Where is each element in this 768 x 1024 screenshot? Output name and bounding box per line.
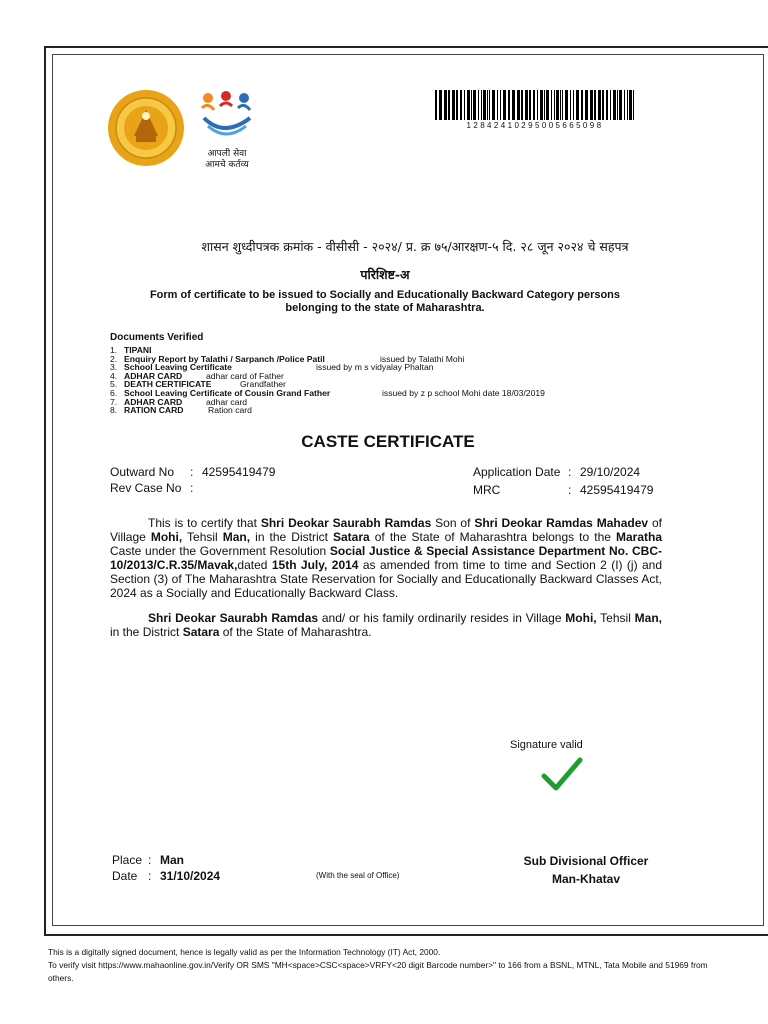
outward-no-value: 42595419479 bbox=[202, 465, 276, 479]
barcode-bar bbox=[576, 90, 579, 120]
barcode-bar bbox=[619, 90, 622, 120]
barcode-bar bbox=[537, 90, 538, 120]
mrc-colon: : bbox=[568, 483, 572, 497]
barcode-bar bbox=[606, 90, 608, 120]
logo-tagline-1: आपली सेवा bbox=[207, 149, 247, 159]
doc-detail: issued by Talathi Mohi bbox=[380, 353, 465, 364]
barcode-bar bbox=[467, 90, 470, 120]
officer-title: Sub Divisional Officer bbox=[523, 854, 649, 868]
place-colon: : bbox=[148, 853, 152, 867]
barcode-bar bbox=[585, 90, 588, 120]
barcode-bar bbox=[581, 90, 583, 120]
documents-heading: Documents Verified bbox=[110, 332, 204, 343]
barcode-bar bbox=[525, 90, 528, 120]
doc-detail: issued by m s vidyalay Phaltan bbox=[316, 362, 434, 373]
barcode-bar bbox=[602, 90, 604, 120]
doc-name: RATION CARD bbox=[124, 405, 184, 416]
date-value: 31/10/2024 bbox=[160, 869, 221, 883]
barcode-bar bbox=[481, 90, 482, 120]
applicant-name-2: Shri Deokar Saurabh Ramdas bbox=[148, 611, 319, 625]
doc-name: ADHAR CARD bbox=[124, 396, 183, 407]
signature-valid-label: Signature valid bbox=[510, 739, 583, 751]
barcode-bar bbox=[500, 90, 501, 120]
barcode-bar bbox=[444, 90, 447, 120]
gr-reference: शासन शुध्दीपत्रक क्रमांक - वीसीसी - २०२४/ प्र. क्र ७५/आरक्षण-५ दि. २८ जून २०२४ चे सहपत्र bbox=[201, 239, 629, 254]
barcode-bar bbox=[565, 90, 568, 120]
disclaimer-line1: This is a digitally signed document, hence is legally valid as per the Information Technology (IT) Act, 2000. bbox=[48, 947, 441, 957]
doc-name: Enquiry Report by Talathi / Sarpanch /Police Patil bbox=[124, 353, 325, 364]
father-name: Shri Deokar Ramdas Mahadev bbox=[474, 516, 649, 530]
barcode-bar bbox=[492, 90, 495, 120]
disclaimer-line2: To verify visit https://www.mahaonline.gov.in/Verify OR SMS "MH<space>CSC<space>VRFY<20 digit Barcode number>" to 166 from a BSNL, MTNL, Tata Mobile and 51969 from others. bbox=[48, 960, 708, 983]
barcode-bar bbox=[633, 90, 634, 120]
barcode-bar bbox=[627, 90, 628, 120]
barcode-number: 12842410295005665098 bbox=[466, 121, 604, 130]
application-date-label: Application Date bbox=[473, 465, 561, 479]
certificate-title: CASTE CERTIFICATE bbox=[301, 432, 475, 451]
doc-number: 7. bbox=[110, 396, 118, 407]
certificate-body-paragraph: This is to certify that Shri Deokar Saurabh Ramdas Son of Shri Deokar Ramdas Mahadev of Village Mohi, Tehsil Man, in the District Satara of the State of Maharashtra belongs to the Maratha Caste under the Government Resolution Social Justice & Special Assistance Department No. CBC-10/2013/C.R.35/Mavak,dated 15th July, 2014 as amended from time to time and Section 2 (I) (j) and Section (3) of The Maharashtra State Reservation for Socially and Educationally Backward Classes Act, 2024 as a Socially and Educationally Backward Class. bbox=[110, 516, 663, 600]
doc-name: ADHAR CARD bbox=[124, 370, 183, 381]
seal-note: (With the seal of Office) bbox=[316, 871, 400, 880]
barcode-bar bbox=[594, 90, 596, 120]
barcode-bar bbox=[546, 90, 549, 120]
barcode-bar bbox=[439, 90, 442, 120]
place-value: Man bbox=[160, 853, 184, 867]
outward-no-label: Outward No bbox=[110, 465, 175, 479]
barcode-bar bbox=[521, 90, 523, 120]
barcode-bar bbox=[624, 90, 625, 120]
residence-paragraph: Shri Deokar Saurabh Ramdas and/ or his family ordinarily resides in Village Mohi, Tehsil Man, in the District Satara of the State of Maharashtra. bbox=[110, 611, 662, 639]
barcode-bar bbox=[483, 90, 486, 120]
doc-detail: adhar card bbox=[206, 396, 248, 407]
barcode-bar bbox=[551, 90, 552, 120]
barcode-bar bbox=[508, 90, 510, 120]
form-title-line1: Form of certificate to be issued to Socially and Educationally Backward Category persons bbox=[149, 289, 621, 301]
barcode-bar bbox=[464, 90, 465, 120]
mrc-value: 42595419479 bbox=[580, 483, 654, 497]
doc-detail: Ration card bbox=[208, 405, 252, 416]
outward-no-colon: : bbox=[190, 465, 194, 479]
barcode-bar bbox=[512, 90, 515, 120]
resolution-date: 15th July, 2014 bbox=[271, 558, 359, 572]
barcode-bar bbox=[590, 90, 593, 120]
barcode-bar bbox=[487, 90, 488, 120]
barcode-bar bbox=[598, 90, 601, 120]
barcode-bar bbox=[448, 90, 450, 120]
caste: Maratha bbox=[615, 530, 662, 544]
applicant-name: Shri Deokar Saurabh Ramdas bbox=[260, 516, 432, 530]
barcode-bar bbox=[517, 90, 520, 120]
form-title bbox=[120, 289, 650, 315]
barcode-bar bbox=[456, 90, 458, 120]
barcode-bar bbox=[503, 90, 506, 120]
barcode-bar bbox=[556, 90, 559, 120]
doc-number: 2. bbox=[110, 353, 118, 364]
aaple-sarkar-logo bbox=[194, 88, 260, 174]
disclaimer bbox=[48, 946, 728, 985]
doc-detail: Grandfather bbox=[240, 379, 286, 390]
doc-number: 1. bbox=[110, 345, 118, 355]
barcode-bar bbox=[544, 90, 545, 120]
documents-list bbox=[110, 346, 670, 415]
barcode-bar bbox=[471, 90, 472, 120]
doc-name: School Leaving Certificate bbox=[124, 362, 232, 373]
barcode-bar bbox=[613, 90, 616, 120]
list-item bbox=[110, 389, 670, 398]
doc-number: 4. bbox=[110, 370, 118, 381]
doc-name: School Leaving Certificate of Cousin Grand Father bbox=[124, 387, 331, 398]
government-resolution: Social Justice & Special Assistance Department No. CBC-10/2013/C.R.35/Mavak, bbox=[110, 544, 662, 572]
barcode-bar bbox=[533, 90, 535, 120]
barcode-bar bbox=[489, 90, 490, 120]
logo-tagline-2: आमचे कर्तव्य bbox=[205, 160, 249, 170]
doc-detail: adhar card of Father bbox=[206, 370, 284, 381]
application-date-colon: : bbox=[568, 465, 572, 479]
officer-office: Man-Khatav bbox=[551, 872, 620, 886]
signing-officer bbox=[508, 852, 664, 888]
district: Satara bbox=[333, 530, 370, 544]
barcode-bar bbox=[435, 90, 437, 120]
doc-name: DEATH CERTIFICATE bbox=[124, 379, 212, 390]
application-date-value: 29/10/2024 bbox=[580, 465, 641, 479]
doc-name: TIPANI bbox=[124, 345, 152, 355]
rev-case-colon: : bbox=[190, 481, 194, 495]
barcode-bar bbox=[497, 90, 498, 120]
barcode-bar bbox=[554, 90, 555, 120]
barcode-bar bbox=[529, 90, 531, 120]
doc-number: 3. bbox=[110, 362, 118, 373]
barcode-bar bbox=[629, 90, 632, 120]
barcode-bar bbox=[460, 90, 462, 120]
doc-detail: issued by z p school Mohi date 18/03/2019 bbox=[382, 387, 545, 398]
form-title-line2: belonging to the state of Maharashtra. bbox=[285, 302, 485, 314]
mrc-label: MRC bbox=[473, 483, 501, 497]
list-item bbox=[110, 398, 670, 407]
barcode-bar bbox=[560, 90, 561, 120]
barcode-bar bbox=[540, 90, 543, 120]
date-label: Date bbox=[112, 869, 138, 883]
barcode-bar bbox=[610, 90, 611, 120]
annexure-title: परिशिष्ट-अ bbox=[360, 267, 410, 282]
list-item bbox=[110, 363, 670, 372]
barcode-bar bbox=[570, 90, 571, 120]
barcode-bar bbox=[478, 90, 479, 120]
checkmark-icon bbox=[540, 756, 584, 794]
aaple-sarkar-icon bbox=[194, 88, 260, 144]
village: Mohi, bbox=[150, 530, 183, 544]
tehsil: Man, bbox=[222, 530, 251, 544]
barcode-icon bbox=[434, 90, 636, 120]
doc-number: 8. bbox=[110, 405, 118, 416]
doc-number: 6. bbox=[110, 387, 118, 398]
doc-number: 5. bbox=[110, 379, 118, 390]
date-colon: : bbox=[148, 869, 152, 883]
barcode-bar bbox=[573, 90, 574, 120]
government-seal-icon bbox=[106, 86, 186, 170]
rev-case-label: Rev Case No bbox=[110, 481, 182, 495]
list-item bbox=[110, 406, 670, 415]
place-label: Place bbox=[112, 853, 143, 867]
barcode-bar bbox=[452, 90, 455, 120]
barcode-bar bbox=[473, 90, 476, 120]
barcode-bar bbox=[562, 90, 563, 120]
barcode-bar bbox=[617, 90, 618, 120]
